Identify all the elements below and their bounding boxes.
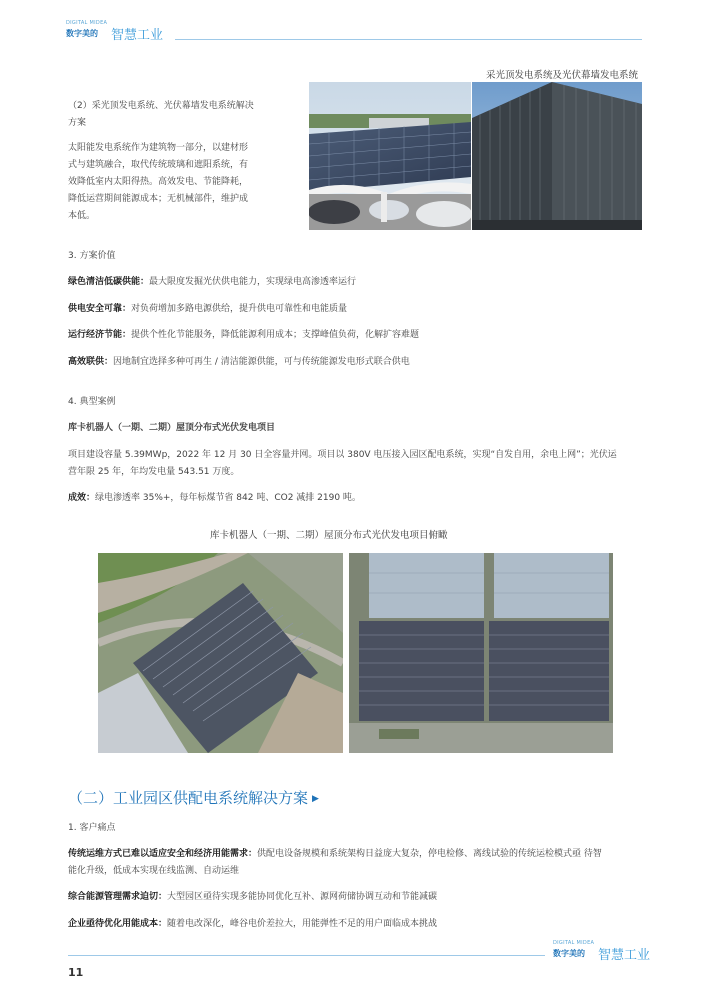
- triangle-right-icon: ▶: [312, 793, 319, 804]
- top-image-caption: 采光顶发电系统及光伏幕墙发电系统: [486, 70, 639, 81]
- page-number: 11: [68, 966, 84, 979]
- value-heading: 3. 方案价值: [68, 251, 116, 261]
- subsection-body-line3: 效降低室内太阳得热。高效发电、节能降耗，: [68, 177, 249, 187]
- subsection-heading-line2: 方案: [68, 118, 87, 128]
- case-project-title: 库卡机器人（一期、二期）屋顶分布式光伏发电项目: [68, 423, 276, 433]
- value-item-label: 高效联供：: [68, 357, 114, 367]
- pain-item: [68, 916, 437, 929]
- value-item-label: 运行经济节能：: [68, 330, 132, 340]
- subsection-body-line5: 本低。: [68, 211, 96, 221]
- value-item: [68, 301, 347, 314]
- case-result-text: 绿电渗透率 35%+，每年标煤节省 842 吨、CO2 减排 2190 吨。: [95, 493, 361, 503]
- header-logo: [66, 20, 176, 46]
- pain-item-text: 随着电改深化，峰谷电价差拉大，用能弹性不足的用户面临成本挑战: [167, 919, 438, 929]
- pv-curtain-wall-photo: [472, 82, 642, 230]
- subsection-body-line1: 太阳能发电系统作为建筑物一部分，以建材形: [68, 143, 249, 153]
- logo-en-text: DIGITAL MIDEA: [553, 940, 595, 946]
- subsection-heading-line1: （2）采光顶发电系统、光伏幕墙发电系统解决: [68, 101, 254, 111]
- subsection-body-line4: 降低运营期间能源成本；无机械部件，维护成: [68, 194, 249, 204]
- value-item: [68, 354, 410, 367]
- pain-item-label: 传统运维方式已难以适应安全和经济用能需求：: [68, 849, 258, 859]
- pain-item-text: 大型园区亟待实现多能协同优化互补、源网荷储协调互动和节能减碳: [167, 892, 438, 902]
- case-photo-caption: 库卡机器人（一期、二期）屋顶分布式光伏发电项目俯瞰: [210, 530, 448, 541]
- aerial-photo-right: [349, 553, 613, 753]
- logo-cn-small: 数字美的: [66, 29, 98, 38]
- pain-item-continuation: 能化升级，低成本实现在线监测、自动运维: [68, 866, 240, 876]
- pain-heading: 1. 客户痛点: [68, 823, 116, 833]
- value-item-text: 最大限度发掘光伏供电能力，实现绿电高渗透率运行: [149, 277, 357, 287]
- aerial-photo-left: [98, 553, 343, 753]
- value-item: [68, 274, 356, 287]
- case-desc-line2: 营年限 25 年，年均发电量 543.51 万度。: [68, 467, 240, 477]
- case-heading: 4. 典型案例: [68, 397, 116, 407]
- value-item-text: 因地制宜选择多种可再生 / 清洁能源供能，可与传统能源发电形式联合供电: [113, 357, 410, 367]
- section-title: [68, 787, 319, 808]
- pain-item-text: 供配电设备规模和系统架构日益庞大复杂，停电检修、离线试验的传统运检模式亟 待智: [257, 849, 602, 859]
- footer-logo: [553, 940, 663, 966]
- pain-item: [68, 846, 602, 859]
- case-result: [68, 490, 361, 503]
- logo-en-text: DIGITAL MIDEA: [66, 20, 108, 26]
- logo-cn-large: 智慧工业: [111, 28, 164, 43]
- header-divider: [175, 39, 642, 40]
- section-title-text: （二）工业园区供配电系统解决方案: [68, 789, 309, 807]
- pain-item-label: 企业亟待优化用能成本：: [68, 919, 168, 929]
- case-result-label: 成效：: [68, 493, 96, 503]
- value-item-text: 提供个性化节能服务，降低能源利用成本；支撑峰值负荷，化解扩容难题: [131, 330, 420, 340]
- pain-item: [68, 889, 437, 902]
- logo-cn-large: 智慧工业: [598, 948, 651, 963]
- value-item-label: 供电安全可靠：: [68, 304, 132, 314]
- value-item-label: 绿色清洁低碳供能：: [68, 277, 150, 287]
- footer-divider: [68, 955, 545, 956]
- logo-cn-small: 数字美的: [553, 949, 585, 958]
- subsection-body-line2: 式与建筑融合，取代传统玻璃和遮阳系统，有: [68, 160, 249, 170]
- pain-item-label: 综合能源管理需求迫切：: [68, 892, 168, 902]
- value-item-text: 对负荷增加多路电源供给，提升供电可靠性和电能质量: [131, 304, 348, 314]
- skylight-carport-photo: [309, 82, 471, 230]
- value-item: [68, 327, 419, 340]
- case-desc-line1: 项目建设容量 5.39MWp，2022 年 12 月 30 日全容量并网。项目以 380V 电压接入园区配电系统，实现“自发自用，余电上网”；光伏运: [68, 450, 617, 460]
